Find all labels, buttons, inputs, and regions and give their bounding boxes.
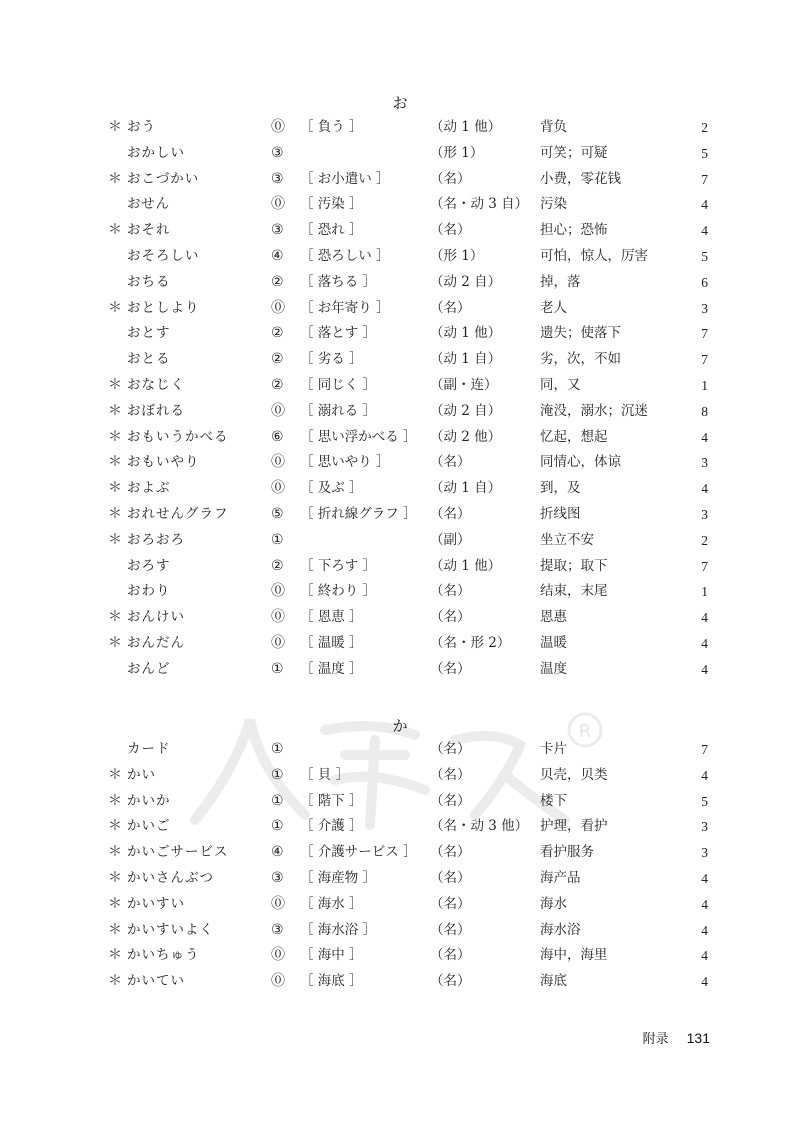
kanji-form: ［ 温暖 ］ [300,634,363,651]
lesson-number: 4 [701,870,708,886]
accent-number: ① [271,766,284,783]
vocab-row [0,244,800,270]
reading: おそろしい [127,247,200,264]
accent-number: ③ [271,170,284,187]
lesson-number: 3 [701,506,708,522]
meaning: 掉，落 [540,273,581,290]
accent-number: ⓪ [271,583,285,600]
star-marker: ＊ [108,119,122,135]
part-of-speech: （名） [430,869,471,886]
reading: おんけい [127,609,185,626]
meaning: 恩惠 [540,609,567,626]
kanji-form: ［ 海産物 ］ [300,869,377,886]
vocab-row [0,657,800,683]
lesson-number: 4 [701,197,708,213]
meaning: 淹没，溺水；沉迷 [540,402,648,419]
part-of-speech: （名） [430,170,471,187]
meaning: 劣，次，不如 [540,351,621,368]
star-marker: ＊ [108,818,122,835]
accent-number: ③ [271,222,284,239]
section-heading-o: お [392,94,408,112]
reading: おもいやり [127,454,200,471]
accent-number: ③ [271,869,284,886]
kanji-form: ［ 負う ］ [300,119,363,135]
part-of-speech: （名） [430,947,471,964]
lesson-number: 3 [701,819,708,835]
lesson-number: 4 [701,922,708,938]
star-marker: ＊ [108,844,122,861]
accent-number: ② [271,325,284,342]
part-of-speech: （名・形 2） [430,634,511,651]
meaning: 贝壳，贝类 [540,766,608,783]
kanji-form: ［ 温度 ］ [300,660,363,677]
reading: かいご [127,818,171,835]
lesson-number: 1 [701,377,708,393]
kanji-form: ［ 汚染 ］ [300,196,363,213]
lesson-number: 2 [701,120,708,135]
reading: かい [127,766,156,783]
lesson-number: 5 [701,248,708,264]
kanji-form: ［ 及ぶ ］ [300,480,363,497]
star-marker: ＊ [108,531,122,548]
meaning: 污染 [540,196,567,213]
vocab-row [0,840,800,866]
part-of-speech: （名） [430,609,471,626]
kanji-form: ［ 恩恵 ］ [300,609,363,626]
meaning: 海底 [540,973,567,990]
part-of-speech: （动 1 自） [430,351,502,368]
meaning: 可笑；可疑 [540,144,608,161]
reading: およぶ [127,480,171,497]
accent-number: ⓪ [271,119,285,135]
meaning: 同情心，体谅 [540,454,621,471]
lesson-number: 5 [701,793,708,809]
accent-number: ① [271,792,284,809]
vocab-row [0,476,800,502]
vocab-row [0,270,800,296]
reading: おこづかい [127,170,200,187]
star-marker: ＊ [108,792,122,809]
reading: おもいうかべる [127,428,229,445]
lesson-number: 8 [701,403,708,419]
accent-number: ⓪ [271,454,285,471]
meaning: 卡片 [540,741,567,757]
lesson-number: 7 [701,352,708,368]
svg-text:R: R [578,721,592,742]
reading: かいちゅう [127,947,200,964]
reading: おかしい [127,144,185,161]
vocab-row [0,605,800,631]
kanji-form: ［ 下ろす ］ [300,557,377,574]
section-heading-ka: か [392,717,408,735]
lesson-number: 4 [701,896,708,912]
reading: かいすいよく [127,921,214,938]
accent-number: ⓪ [271,973,285,990]
reading: おんど [127,660,171,677]
part-of-speech: （形 1） [430,247,484,264]
star-marker: ＊ [108,376,122,393]
kanji-form: ［ 思いやり ］ [300,454,390,471]
vocab-row [0,737,800,763]
meaning: 坐立不安 [540,531,594,548]
vocab-row [0,502,800,528]
star-marker: ＊ [108,609,122,626]
reading: カード [127,741,171,757]
lesson-number: 7 [701,171,708,187]
meaning: 小费，零花钱 [540,170,621,187]
reading: かいごサービス [127,844,229,861]
meaning: 海中，海里 [540,947,608,964]
vocab-list-o [0,115,800,683]
star-marker: ＊ [108,222,122,239]
star-marker: ＊ [108,480,122,497]
meaning: 老人 [540,299,567,316]
meaning: 同，又 [540,376,581,393]
meaning: 温度 [540,660,567,677]
part-of-speech: （名・动 3 他） [430,818,529,835]
kanji-form: ［ お年寄り ］ [300,299,390,316]
star-marker: ＊ [108,947,122,964]
star-marker: ＊ [108,921,122,938]
star-marker: ＊ [108,895,122,912]
accent-number: ⓪ [271,402,285,419]
meaning: 折线图 [540,505,581,522]
reading: おとす [127,325,171,342]
part-of-speech: （动 1 自） [430,480,502,497]
reading: おろおろ [127,531,185,548]
reading: かいさんぶつ [127,869,214,886]
kanji-form: ［ 恐れ ］ [300,222,363,239]
accent-number: ② [271,273,284,290]
part-of-speech: （名） [430,844,471,861]
page-footer [600,1028,710,1047]
vocab-row [0,763,800,789]
kanji-form: ［ 終わり ］ [300,583,377,600]
kanji-form: ［ 落とす ］ [300,325,377,342]
vocab-row [0,554,800,580]
part-of-speech: （动 1 他） [430,557,502,574]
meaning: 海水 [540,895,567,912]
meaning: 担心；恐怖 [540,222,608,239]
part-of-speech: （动 1 他） [430,325,502,342]
accent-number: ① [271,741,284,757]
vocab-row [0,399,800,425]
vocab-row [0,192,800,218]
accent-number: ⓪ [271,609,285,626]
vocab-row [0,969,800,995]
kanji-form: ［ 海中 ］ [300,947,363,964]
reading: おう [127,119,156,135]
lesson-number: 3 [701,455,708,471]
part-of-speech: （动 2 自） [430,402,502,419]
accent-number: ③ [271,144,284,161]
meaning: 忆起，想起 [540,428,608,445]
accent-number: ③ [271,921,284,938]
accent-number: ⓪ [271,634,285,651]
vocab-row [0,814,800,840]
star-marker: ＊ [108,766,122,783]
kanji-form: ［ お小遣い ］ [300,170,390,187]
vocab-row [0,579,800,605]
part-of-speech: （名） [430,454,471,471]
accent-number: ⑥ [271,428,284,445]
lesson-number: 4 [701,948,708,964]
kanji-form: ［ 落ちる ］ [300,273,377,290]
reading: おれせんグラフ [127,505,229,522]
kanji-form: ［ 階下 ］ [300,792,363,809]
meaning: 结束，末尾 [540,583,608,600]
vocab-row [0,321,800,347]
vocab-row [0,866,800,892]
reading: おわり [127,583,171,600]
star-marker: ＊ [108,505,122,522]
reading: かいてい [127,973,185,990]
accent-number: ② [271,557,284,574]
vocab-row [0,943,800,969]
kanji-form: ［ 介護サービス ］ [300,844,417,861]
kanji-form: ［ 恐ろしい ］ [300,247,390,264]
accent-number: ⓪ [271,895,285,912]
meaning: 海产品 [540,869,581,886]
accent-number: ① [271,660,284,677]
star-marker: ＊ [108,973,122,990]
part-of-speech: （动 2 他） [430,428,502,445]
part-of-speech: （名） [430,741,471,757]
accent-number: ① [271,531,284,548]
kanji-form: ［ 思い浮かべる ］ [300,428,417,445]
reading: おちる [127,273,171,290]
meaning: 到，及 [540,480,581,497]
star-marker: ＊ [108,170,122,187]
vocab-row [0,450,800,476]
kanji-form: ［ 溺れる ］ [300,402,377,419]
kanji-form: ［ 折れ線グラフ ］ [300,505,417,522]
meaning: 提取；取下 [540,557,608,574]
lesson-number: 4 [701,661,708,677]
reading: おせん [127,196,171,213]
part-of-speech: （名） [430,766,471,783]
vocab-row [0,296,800,322]
star-marker: ＊ [108,428,122,445]
meaning: 温暖 [540,634,567,651]
reading: おそれ [127,222,171,239]
vocab-row [0,631,800,657]
accent-number: ⑤ [271,505,284,522]
star-marker: ＊ [108,454,122,471]
kanji-form: ［ 同じく ］ [300,376,377,393]
part-of-speech: （名） [430,222,471,239]
meaning: 看护服务 [540,844,594,861]
lesson-number: 7 [701,558,708,574]
meaning: 遗失；使落下 [540,325,621,342]
lesson-number: 4 [701,481,708,497]
lesson-number: 7 [701,326,708,342]
meaning: 背负 [540,119,567,135]
part-of-speech: （名） [430,792,471,809]
reading: おぼれる [127,402,185,419]
lesson-number: 6 [701,274,708,290]
accent-number: ⓪ [271,480,285,497]
reading: おんだん [127,634,185,651]
vocab-row [0,218,800,244]
vocab-row [0,167,800,193]
star-marker: ＊ [108,634,122,651]
part-of-speech: （名） [430,299,471,316]
lesson-number: 4 [701,610,708,626]
reading: おなじく [127,376,185,393]
vocab-row [0,373,800,399]
kanji-form: ［ 劣る ］ [300,351,363,368]
vocab-row [0,347,800,373]
meaning: 护理，看护 [540,818,608,835]
reading: おろす [127,557,171,574]
accent-number: ⓪ [271,196,285,213]
meaning: 海水浴 [540,921,581,938]
lesson-number: 5 [701,145,708,161]
reading: かいすい [127,895,185,912]
lesson-number: 4 [701,974,708,990]
accent-number: ① [271,818,284,835]
vocab-row [0,918,800,944]
part-of-speech: （副・连） [430,376,498,393]
part-of-speech: （动 1 他） [430,119,502,135]
lesson-number: 7 [701,742,708,757]
accent-number: ④ [271,844,284,861]
kanji-form: ［ 海底 ］ [300,973,363,990]
part-of-speech: （名） [430,921,471,938]
accent-number: ④ [271,247,284,264]
meaning: 楼下 [540,792,567,809]
part-of-speech: （名） [430,583,471,600]
vocab-row [0,892,800,918]
lesson-number: 4 [701,767,708,783]
part-of-speech: （名） [430,973,471,990]
vocab-list-ka [0,737,800,995]
reading: かいか [127,792,171,809]
lesson-number: 4 [701,635,708,651]
star-marker: ＊ [108,402,122,419]
kanji-form: ［ 海水 ］ [300,895,363,912]
vocab-row [0,141,800,167]
meaning: 可怕，惊人，厉害 [540,247,648,264]
lesson-number: 4 [701,223,708,239]
kanji-form: ［ 海水浴 ］ [300,921,377,938]
accent-number: ⓪ [271,947,285,964]
part-of-speech: （名） [430,505,471,522]
accent-number: ② [271,376,284,393]
part-of-speech: （动 2 自） [430,273,502,290]
part-of-speech: （名） [430,660,471,677]
reading: おとる [127,351,171,368]
page-number: 131 [686,1030,710,1046]
vocab-row [0,425,800,451]
part-of-speech: （形 1） [430,144,484,161]
kanji-form: ［ 貝 ］ [300,766,350,783]
footer-label: 附录 [642,1032,669,1047]
lesson-number: 2 [701,532,708,548]
lesson-number: 3 [701,300,708,316]
star-marker: ＊ [108,299,122,316]
vocab-row [0,789,800,815]
reading: おとしより [127,299,200,316]
vocab-row [0,115,800,141]
lesson-number: 4 [701,429,708,445]
kanji-form: ［ 介護 ］ [300,818,363,835]
lesson-number: 1 [701,584,708,600]
part-of-speech: （名・动 3 自） [430,196,529,213]
accent-number: ⓪ [271,299,285,316]
accent-number: ② [271,351,284,368]
vocab-row [0,528,800,554]
lesson-number: 3 [701,845,708,861]
part-of-speech: （副） [430,531,471,548]
star-marker: ＊ [108,869,122,886]
part-of-speech: （名） [430,895,471,912]
